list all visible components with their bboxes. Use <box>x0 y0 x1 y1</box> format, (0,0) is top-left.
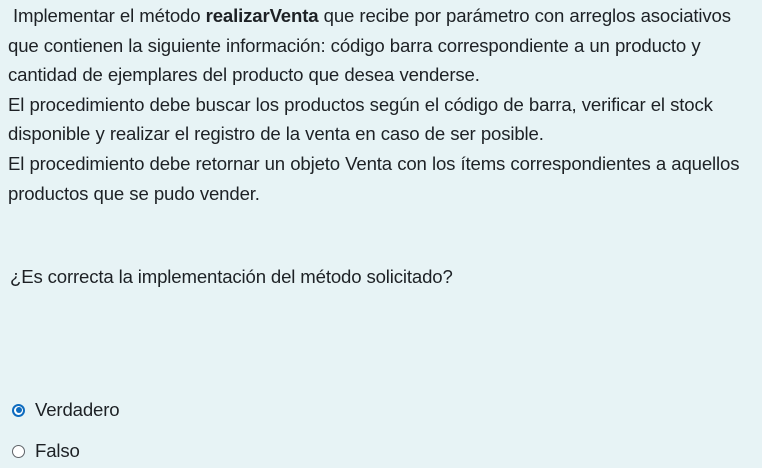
radio-falso[interactable] <box>12 445 25 458</box>
answer-label-verdadero[interactable]: Verdadero <box>35 399 120 420</box>
answer-option-verdadero[interactable] <box>12 398 119 422</box>
answer-option-falso[interactable] <box>12 439 80 463</box>
method-name: realizarVenta <box>205 5 319 26</box>
question-paragraph-2: El procedimiento debe buscar los productos según el código de barra, verificar el stock disponible y realizar el registro de la venta en caso de ser posible. <box>8 93 713 145</box>
question-paragraph-1 <box>8 1 756 90</box>
radio-verdadero[interactable] <box>12 404 25 417</box>
question-text <box>8 1 756 208</box>
answer-label-falso[interactable]: Falso <box>35 440 80 461</box>
question-intro: Implementar el método <box>13 5 206 26</box>
question-intro-rest: que recibe por parámetro con arreglos asociativos que contienen la siguiente información: código barra correspondiente a un producto y cantidad de ejemplares del producto que desea venderse. <box>8 5 731 86</box>
question-paragraph-3: El procedimiento debe retornar un objeto Venta con los ítems correspondientes a aquellos productos que se pudo vender. <box>8 152 740 204</box>
question-prompt: ¿Es correcta la implementación del método solicitado? <box>10 266 453 287</box>
